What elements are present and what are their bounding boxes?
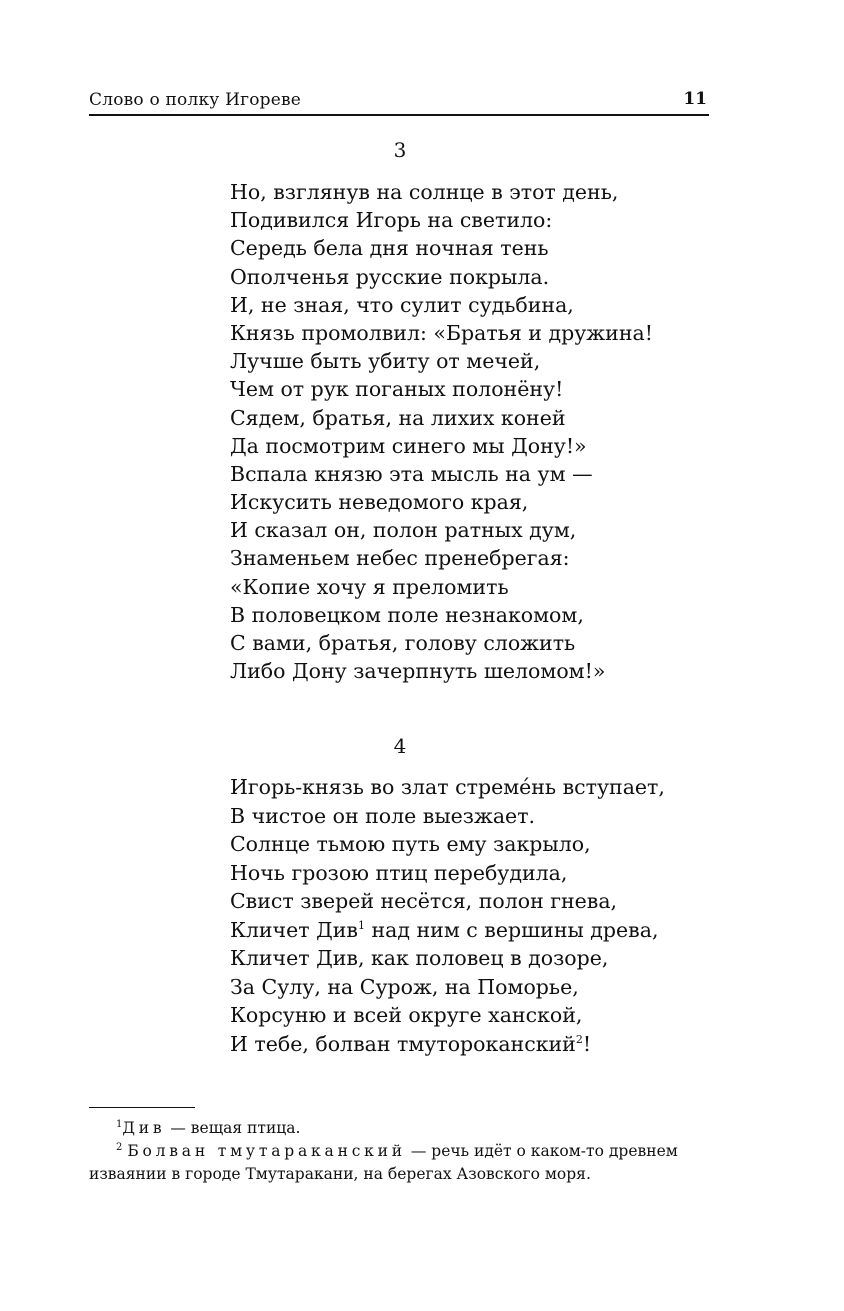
verse-line: Сядем, братья, на лихих коней <box>230 405 566 430</box>
running-title: Слово о полку Игореве <box>89 90 302 110</box>
verse-line: Подивился Игорь на светило: <box>230 208 553 233</box>
footnote-term: Болван тмутараканский <box>127 1142 406 1160</box>
verse-line: Искусить неведомого края, <box>230 490 529 515</box>
verse-line: Ночь грозою птиц перебудила, <box>230 860 568 885</box>
verse-line: Вспала князю эта мысль на ум — <box>230 461 593 486</box>
verse-line: Но, взглянув на солнце в этот день, <box>230 180 619 204</box>
footnote-2 <box>89 1140 714 1186</box>
stanza-number-4: 4 <box>393 734 407 758</box>
running-header <box>89 86 709 116</box>
verse-text: И тебе, болван тмутороканский <box>230 1031 576 1056</box>
page-number: 11 <box>683 89 707 109</box>
verse-line: Игорь-князь во злат стремéнь вступает, <box>230 775 665 799</box>
stanza-number-3: 3 <box>393 138 407 162</box>
verse-line: «Копие хочу я преломить <box>230 574 509 599</box>
verse-text: над ним с вершины древа, <box>364 917 659 942</box>
verse-line: Солнце тьмою путь ему закрыло, <box>230 832 591 856</box>
verse-line: И сказал он, полон ратных дум, <box>230 518 577 543</box>
footnote-term: Див <box>122 1119 166 1137</box>
verse-line: За Сулу, на Сурож, на Поморье, <box>230 974 579 999</box>
footnote-text: — речь идёт о каком-то древнем изваянии в городе Тмутаракани, на берегах Азовского моря. <box>89 1142 678 1183</box>
verse-line: И, не зная, что сулит судьбина, <box>230 292 574 317</box>
verse-line: Ополченья русские покрыла. <box>230 264 550 289</box>
verse-line-with-footnote-2 <box>230 1030 700 1059</box>
header-rule <box>89 114 709 116</box>
verse-line-with-footnote-1 <box>230 916 700 945</box>
verse-line: Чем от рук поганых полонёну! <box>230 377 564 402</box>
footnote-1 <box>89 1117 714 1140</box>
footnote-marker: 1 <box>116 1119 123 1130</box>
verse-line: Либо Дону зачерпнуть шеломом!» <box>230 659 606 684</box>
verse-line: Лучше быть убиту от мечей, <box>230 349 541 374</box>
footnote-text: — вещая птица. <box>165 1119 301 1137</box>
verse-line: Знаменьем небес пренебрегая: <box>230 546 570 571</box>
verse-line: Середь бела дня ночная тень <box>230 236 549 261</box>
verse-text: Кличет Див <box>230 917 358 942</box>
verse-line: В чистое он поле выезжает. <box>230 803 536 828</box>
footnote-marker: 2 <box>116 1142 123 1153</box>
verse-line: Свист зверей несётся, полон гнева, <box>230 889 618 913</box>
verse-line: Корсуню и всей округе ханской, <box>230 1003 583 1027</box>
verse-line: Да посмотрим синего мы Дону!» <box>230 433 587 458</box>
stanza-3-verse <box>230 178 700 685</box>
verse-line: В половецком поле незнакомом, <box>230 602 584 627</box>
stanza-4-verse <box>230 773 700 1058</box>
verse-line: Кличет Див, как половец в дозоре, <box>230 946 609 970</box>
footnote-separator <box>89 1107 195 1108</box>
footnote-ref-1[interactable]: 1 <box>357 918 365 932</box>
footnote-ref-2[interactable]: 2 <box>575 1032 583 1046</box>
verse-line: Князь промолвил: «Братья и дружина! <box>230 320 653 345</box>
verse-text: ! <box>582 1031 592 1056</box>
footnotes <box>89 1117 714 1186</box>
verse-line: С вами, братья, голову сложить <box>230 631 576 655</box>
